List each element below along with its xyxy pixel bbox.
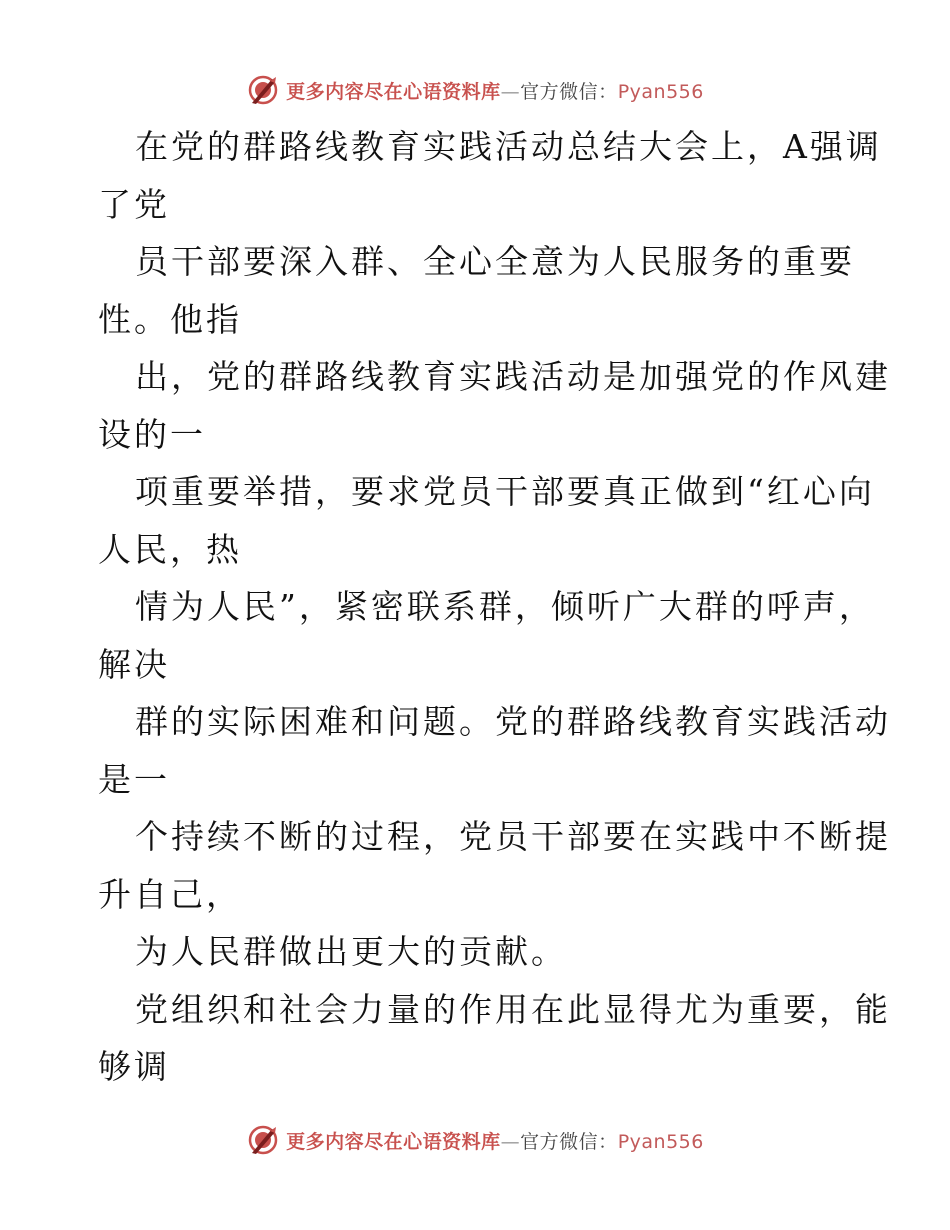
watermark-account: Pyan556 bbox=[617, 80, 704, 103]
text-line: 员干部要深入群、全心全意为人民服务的重要 bbox=[135, 242, 855, 281]
text-line: 人民，热 bbox=[98, 529, 242, 569]
watermark-label: 官方微信： bbox=[520, 1130, 618, 1153]
document-body bbox=[98, 118, 891, 1096]
text-line: 出，党的群路线教育实践活动是加强党的作风建 bbox=[135, 357, 891, 396]
text-line: 在党的群路线教育实践活动总结大会上，A强调 bbox=[135, 127, 882, 166]
quill-logo-icon bbox=[246, 1123, 280, 1157]
text-line: 是一 bbox=[98, 759, 170, 799]
watermark-account: Pyan556 bbox=[617, 1130, 704, 1153]
text-line: 了党 bbox=[98, 184, 170, 224]
watermark-label: 官方微信： bbox=[520, 80, 618, 103]
watermark-brand: 更多内容尽在心语资料库 bbox=[286, 1130, 501, 1153]
text-line: 情为人民”，紧密联系群，倾听广大群的呼声， bbox=[135, 587, 875, 626]
text-line: 个持续不断的过程，党员干部要在实践中不断提 bbox=[135, 817, 891, 856]
text-line: 党组织和社会力量的作用在此显得尤为重要，能 bbox=[135, 989, 891, 1029]
text-line: 群的实际困难和问题。党的群路线教育实践活动 bbox=[135, 702, 891, 741]
header-watermark bbox=[0, 70, 950, 110]
text-line: 性。他指 bbox=[98, 299, 242, 339]
quill-logo-icon bbox=[246, 73, 280, 107]
text-line: 设的一 bbox=[98, 414, 206, 454]
footer-watermark bbox=[0, 1120, 950, 1160]
watermark-brand: 更多内容尽在心语资料库 bbox=[286, 80, 501, 103]
text-line: 够调 bbox=[98, 1047, 170, 1086]
watermark-separator: — bbox=[500, 80, 521, 103]
text-line: 项重要举措，要求党员干部要真正做到“红心向 bbox=[135, 472, 875, 511]
text-line: 为人民群做出更大的贡献。 bbox=[135, 932, 567, 971]
watermark-separator: — bbox=[500, 1130, 521, 1153]
watermark-text bbox=[286, 1127, 704, 1154]
watermark-text bbox=[286, 77, 704, 104]
text-line: 升自己， bbox=[98, 874, 242, 914]
text-line: 解决 bbox=[98, 644, 170, 684]
